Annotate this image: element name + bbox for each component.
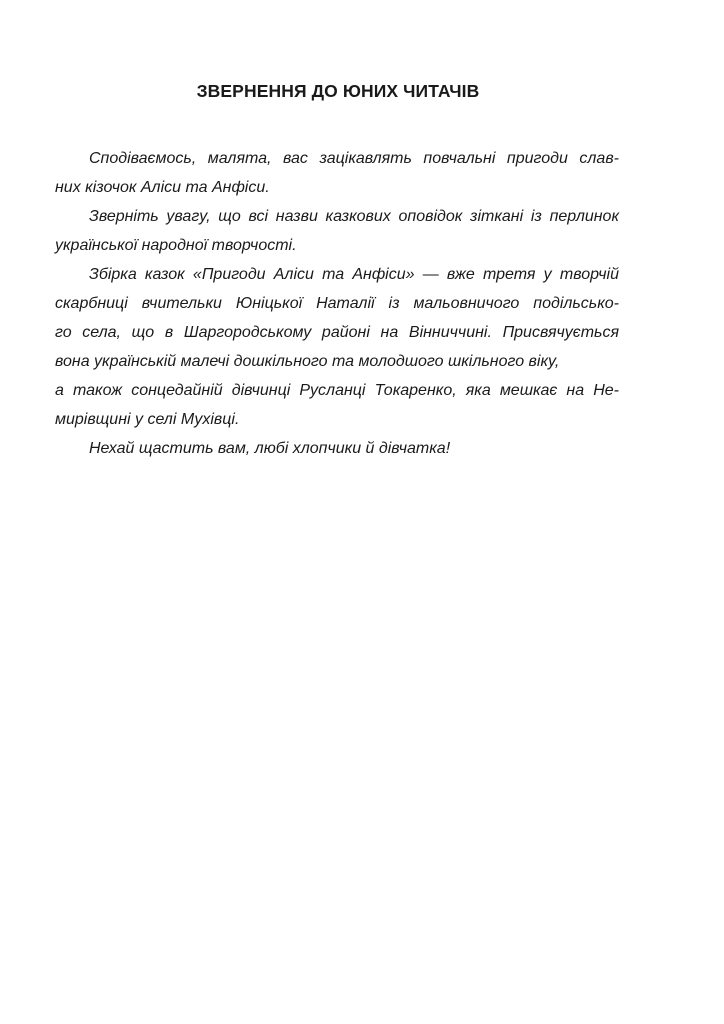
- body-text: [55, 144, 619, 463]
- text-line: а також сонцедайній дівчинці Русланці Токаренко, яка мешкає на Не-: [55, 382, 619, 399]
- text-line: них кізочок Аліси та Анфіси.: [55, 179, 270, 196]
- text-line: мирівщині у селі Мухівці.: [55, 411, 240, 428]
- text-line: Сподіваємось, малята, вас зацікавлять повчальні пригоди слав-: [89, 150, 619, 167]
- text-line: Зверніть увагу, що всі назви казкових оповідок зіткані із перлинок: [89, 208, 619, 225]
- text-line: Збірка казок «Пригоди Аліси та Анфіси» — вже третя у творчій: [89, 266, 619, 283]
- text-line: вона українській малечі дошкільного та молодшого шкільного віку,: [55, 353, 560, 370]
- text-line: Нехай щастить вам, любі хлопчики й дівчатка!: [89, 440, 451, 457]
- page-title: ЗВЕРНЕННЯ ДО ЮНИХ ЧИТАЧІВ: [196, 81, 480, 101]
- text-line: скарбниці вчительки Юніцької Наталії із мальовничого подільсько-: [55, 295, 619, 312]
- text-line: української народної творчості.: [55, 237, 297, 254]
- text-line: го села, що в Шаргородському районі на Вінниччині. Присвячується: [55, 324, 619, 341]
